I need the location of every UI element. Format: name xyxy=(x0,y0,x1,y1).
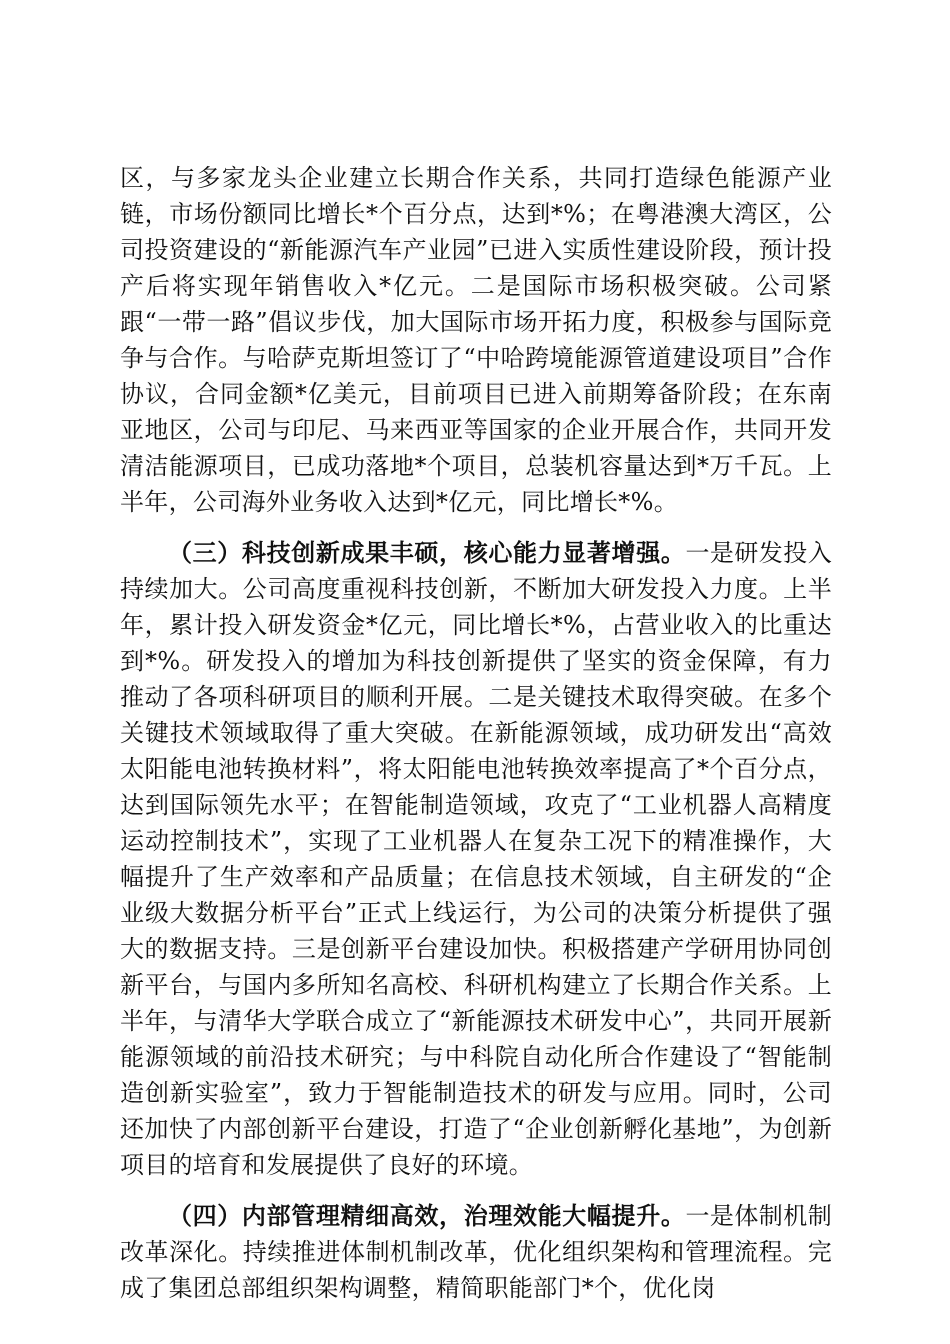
paragraph-continuation xyxy=(120,160,832,520)
paragraph-section-3 xyxy=(120,535,832,1183)
paragraph-text: 区，与多家龙头企业建立长期合作关系，共同打造绿色能源产业链，市场份额同比增长*个百分点，达到*%；在粤港澳大湾区，公司投资建设的“新能源汽车产业园”已进入实质性建设阶段，预计投产后将实现年销售收入*亿元。二是国际市场积极突破。公司紧跟“一带一路”倡议步伐，加大国际市场开拓力度，积极参与国际竞争与合作。与哈萨克斯坦签订了“中哈跨境能源管道建设项目”合作协议，合同金额*亿美元，目前项目已进入前期筹备阶段；在东南亚地区，公司与印尼、马来西亚等国家的企业开展合作，共同开发清洁能源项目，已成功落地*个项目，总装机容量达到*万千瓦。上半年，公司海外业务收入达到*亿元，同比增长*%。 xyxy=(120,164,832,516)
paragraph-spacer xyxy=(120,520,832,535)
paragraph-text: 一是体制机制改革深化。持续推进体制机制改革，优化组织架构和管理流程。完成了集团总部组织架构调整，精简职能部门*个，优化岗 xyxy=(120,1202,832,1302)
paragraph-text: 一是研发投入持续加大。公司高度重视科技创新，不断加大研发投入力度。上半年，累计投入研发资金*亿元，同比增长*%，占营业收入的比重达到*%。研发投入的增加为科技创新提供了坚实的资金保障，有力推动了各项科研项目的顺利开展。二是关键技术取得突破。在多个关键技术领域取得了重大突破。在新能源领域，成功研发出“高效太阳能电池转换材料”，将太阳能电池转换效率提高了*个百分点，达到国际领先水平；在智能制造领域，攻克了“工业机器人高精度运动控制技术”，实现了工业机器人在复杂工况下的精准操作，大幅提升了生产效率和产品质量；在信息技术领域，自主研发的“企业级大数据分析平台”正式上线运行，为公司的决策分析提供了强大的数据支持。三是创新平台建设加快。积极搭建产学研用协同创新平台，与国内多所知名高校、科研机构建立了长期合作关系。上半年，与清华大学联合成立了“新能源技术研发中心”，共同开展新能源领域的前沿技术研究；与中科院自动化所合作建设了“智能制造创新实验室”，致力于智能制造技术的研发与应用。同时，公司还加快了内部创新平台建设，打造了“企业创新孵化基地”，为创新项目的培育和发展提供了良好的环境。 xyxy=(120,539,832,1179)
document-body xyxy=(120,160,832,1306)
paragraph-section-4 xyxy=(120,1198,832,1306)
section-heading: （三）科技创新成果丰硕，核心能力显著增强。 xyxy=(168,539,686,567)
section-heading: （四）内部管理精细高效，治理效能大幅提升。 xyxy=(168,1202,686,1230)
paragraph-spacer xyxy=(120,1183,832,1198)
